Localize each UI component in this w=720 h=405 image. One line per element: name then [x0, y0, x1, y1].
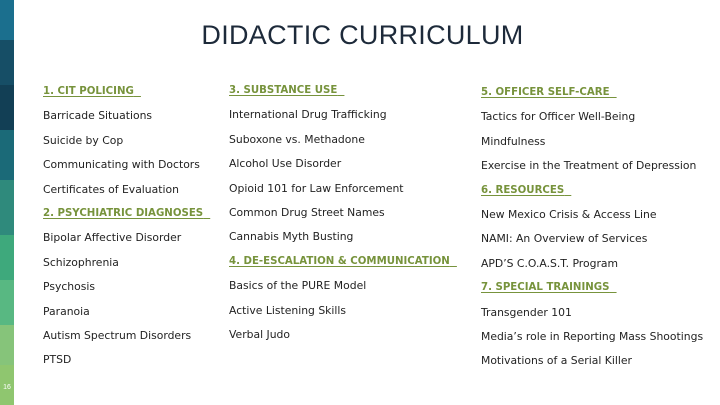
stripe-segment [0, 280, 14, 325]
curriculum-item: New Mexico Crisis & Access Line [481, 207, 657, 221]
curriculum-item: Cannabis Myth Busting [229, 230, 354, 244]
curriculum-column-1 [43, 80, 210, 373]
curriculum-item: Communicating with Doctors [43, 158, 200, 172]
curriculum-item: Tactics for Officer Well-Being [481, 110, 636, 124]
section-heading: 4. DE-ESCALATION & COMMUNICATION [229, 255, 450, 267]
curriculum-item: Active Listening Skills [229, 303, 347, 317]
curriculum-item: Bipolar Affective Disorder [43, 231, 182, 245]
curriculum-item: Alcohol Use Disorder [229, 157, 342, 171]
page-number: 16 [3, 384, 11, 391]
slide-title: DIDACTIC CURRICULUM [201, 20, 524, 50]
curriculum-item: Exercise in the Treatment of Depression [481, 159, 697, 173]
curriculum-item: Opioid 101 for Law Enforcement [229, 181, 404, 195]
section-heading: 6. RESOURCES [481, 184, 565, 196]
section-heading: 5. OFFICER SELF-CARE [481, 87, 610, 98]
curriculum-item: Paranoia [43, 304, 90, 318]
curriculum-item: NAMI: An Overview of Services [481, 232, 648, 246]
section-heading: 7. SPECIAL TRAININGS [481, 282, 610, 294]
curriculum-item: Suboxone vs. Methadone [229, 132, 365, 146]
curriculum-item: Verbal Judo [229, 327, 291, 341]
curriculum-item: Mindfulness [481, 134, 546, 148]
curriculum-item: Media’s role in Reporting Mass Shootings [481, 329, 704, 343]
stripe-segment [0, 180, 14, 235]
section-heading: 3. SUBSTANCE USE [229, 85, 338, 96]
stripe-segment [0, 325, 14, 365]
curriculum-item: Suicide by Cop [43, 133, 124, 147]
stripe-segment [0, 235, 14, 280]
curriculum-item: Barricade Situations [43, 109, 153, 123]
section-heading: 1. CIT POLICING [43, 86, 134, 97]
stripe-segment [0, 130, 14, 180]
section-heading: 2. PSYCHIATRIC DIAGNOSES [43, 207, 204, 219]
curriculum-item: Autism Spectrum Disorders [43, 328, 192, 342]
curriculum-item: Motivations of a Serial Killer [481, 354, 632, 368]
curriculum-item: International Drug Trafficking [229, 108, 387, 122]
curriculum-item: Schizophrenia [43, 255, 119, 269]
curriculum-item: APD’S C.O.A.S.T. Program [481, 256, 619, 270]
stripe-segment [0, 85, 14, 130]
curriculum-column-3 [481, 81, 703, 374]
curriculum-item: Psychosis [43, 280, 95, 294]
curriculum-item: Common Drug Street Names [229, 205, 385, 219]
curriculum-item: PTSD [43, 353, 72, 367]
curriculum-item: Transgender 101 [481, 305, 572, 319]
curriculum-column-2 [229, 79, 457, 347]
curriculum-item: Certificates of Evaluation [43, 182, 179, 196]
curriculum-item: Basics of the PURE Model [229, 279, 367, 293]
